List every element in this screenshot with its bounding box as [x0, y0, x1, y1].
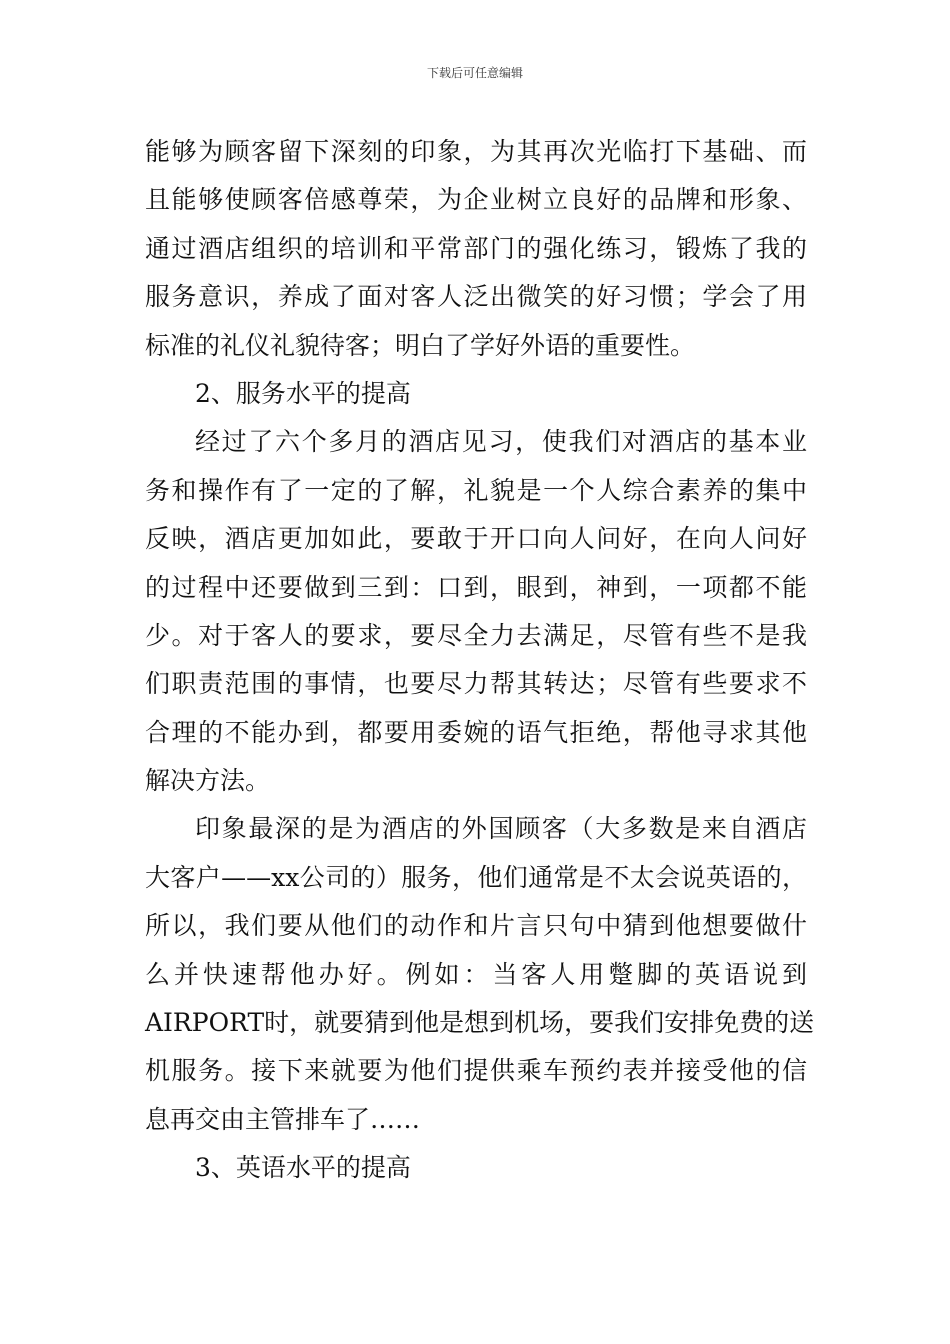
text-line: 么并快速帮他办好。例如：当客人用蹩脚的英语说到 — [145, 959, 807, 989]
text-line: 服务意识，养成了面对客人泛出微笑的好习惯；学会了用 — [145, 282, 807, 312]
document-body — [145, 128, 815, 1193]
section-heading: 3、英语水平的提高 — [195, 1153, 411, 1183]
page-header: 下载后可任意编辑 — [426, 66, 523, 80]
paragraph-first-line: 经过了六个多月的酒店见习，使我们对酒店的基本业 — [195, 427, 807, 457]
text-line: AIRPORT时，就要猜到他是想到机场，要我们安排免费的送 — [145, 1008, 815, 1038]
text-line: 务和操作有了一定的了解，礼貌是一个人综合素养的集中 — [145, 475, 807, 505]
text-line: 大客户——xx公司的）服务，他们通常是不太会说英语的， — [145, 862, 807, 892]
section-heading: 2、服务水平的提高 — [195, 378, 411, 408]
text-line: 反映，酒店更加如此，要敢于开口向人问好，在向人问好 — [145, 524, 807, 554]
text-line: 少。对于客人的要求，要尽全力去满足，尽管有些不是我 — [145, 620, 807, 650]
text-line: 且能够使顾客倍感尊荣，为企业树立良好的品牌和形象、 — [145, 185, 807, 215]
text-line: 们职责范围的事情，也要尽力帮其转达；尽管有些要求不 — [145, 669, 807, 699]
text-line: 的过程中还要做到三到：口到，眼到，神到，一项都不能 — [145, 572, 807, 602]
text-line: 息再交由主管排车了…… — [145, 1104, 421, 1134]
paragraph-first-line: 印象最深的是为酒店的外国顾客（大多数是来自酒店 — [195, 814, 807, 844]
text-line: 机服务。接下来就要为他们提供乘车预约表并接受他的信 — [145, 1056, 807, 1086]
text-line: 解决方法。 — [145, 766, 271, 796]
text-line: 合理的不能办到，都要用委婉的语气拒绝，帮他寻求其他 — [145, 717, 807, 747]
text-line: 所以，我们要从他们的动作和片言只句中猜到他想要做什 — [145, 911, 807, 941]
text-line: 标准的礼仪礼貌待客；明白了学好外语的重要性。 — [145, 330, 696, 360]
text-line: 能够为顾客留下深刻的印象，为其再次光临打下基础、而 — [145, 137, 807, 166]
text-line: 通过酒店组织的培训和平常部门的强化练习，锻炼了我的 — [145, 233, 807, 263]
